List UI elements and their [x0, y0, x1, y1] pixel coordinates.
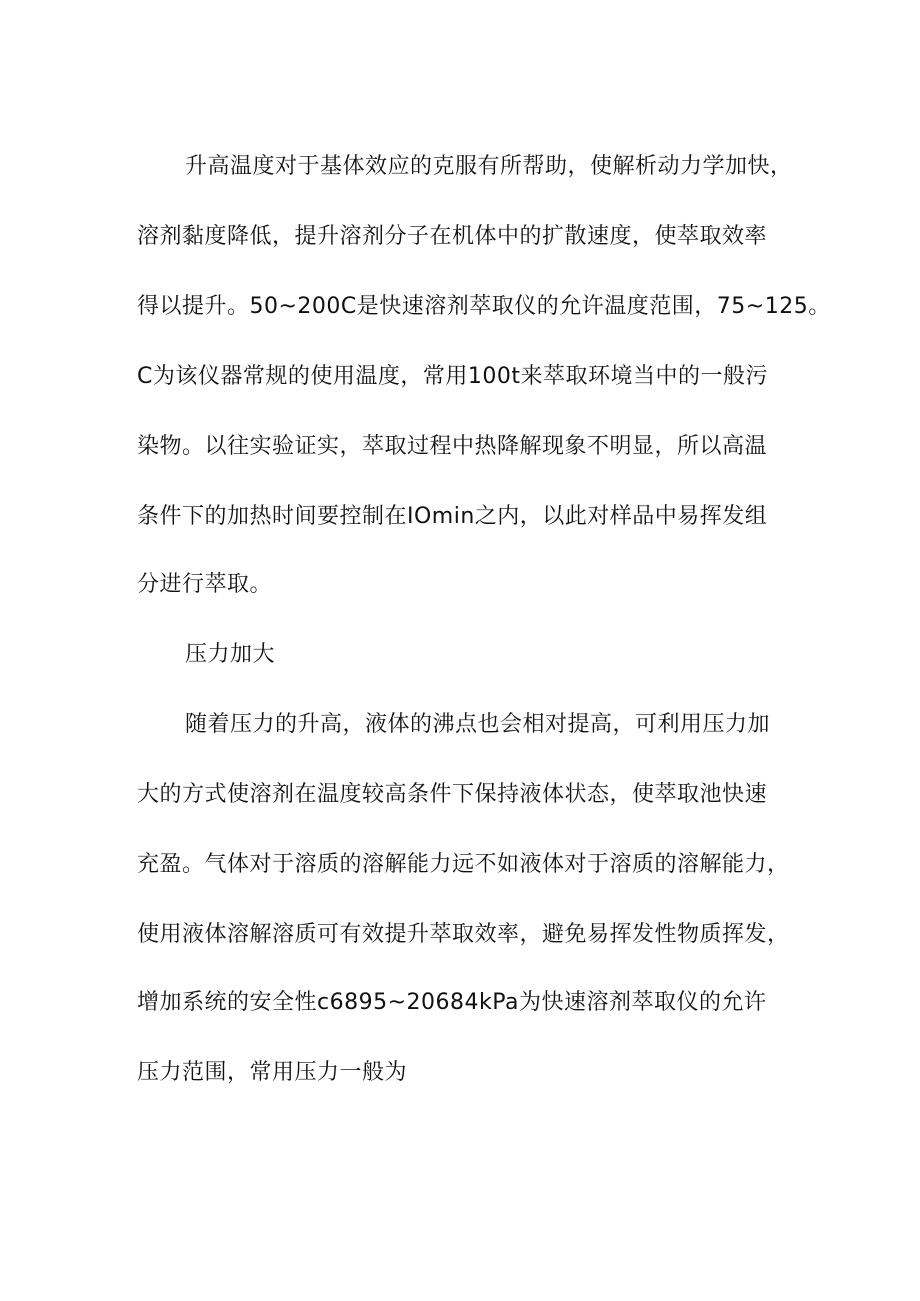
section-heading: 压力加大 [185, 642, 276, 667]
paragraph-2-line-1: 随着压力的升高，液体的沸点也会相对提高，可利用压力加 [185, 712, 771, 737]
paragraph-1-line-1: 升高温度对于基体效应的克服有所帮助，使解析动力学加快， [185, 154, 793, 179]
paragraph-1-line-2: 溶剂黏度降低，提升溶剂分子在机体中的扩散速度，使萃取效率 [137, 224, 768, 249]
paragraph-1-line-3: 得以提升。50~200C是快速溶剂萃取仪的允许温度范围，75~125。 [137, 294, 831, 319]
paragraph-2-line-3: 充盈。气体对于溶质的溶解能力远不如液体对于溶质的溶解能力， [137, 852, 790, 877]
paragraph-2-line-5: 增加系统的安全性c6895~20684kPa为快速溶剂萃取仪的允许 [137, 990, 767, 1015]
paragraph-2-line-2: 大的方式使溶剂在温度较高条件下保持液体状态，使萃取池快速 [137, 782, 768, 807]
paragraph-1-line-4: C为该仪器常规的使用温度，常用100t来萃取环境当中的一般污 [137, 364, 768, 389]
paragraph-1-line-6: 条件下的加热时间要控制在IOmin之内，以此对样品中易挥发组 [137, 504, 768, 529]
paragraph-1-line-5: 染物。以往实验证实，萃取过程中热降解现象不明显，所以高温 [137, 434, 768, 459]
paragraph-2-line-6: 压力范围，常用压力一般为 [137, 1060, 408, 1085]
paragraph-2-line-4: 使用液体溶解溶质可有效提升萃取效率，避免易挥发性物质挥发， [137, 922, 790, 947]
paragraph-1-line-7: 分进行萃取。 [137, 572, 273, 597]
